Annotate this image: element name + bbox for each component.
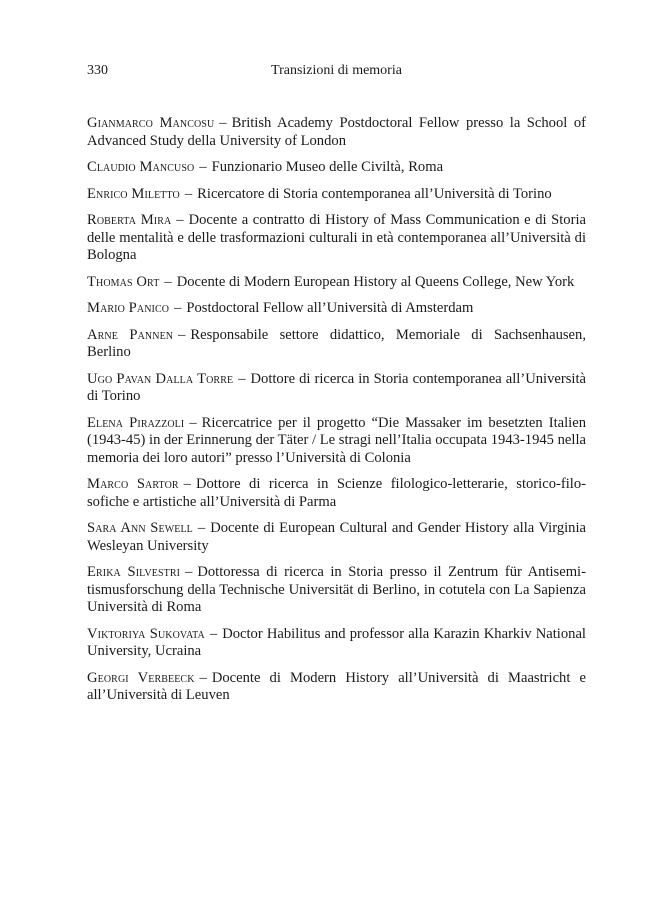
contributor-name: Ugo Pavan Dalla Torre — [87, 370, 234, 387]
contributor-role: Dottoressa di ricerca in Storia presso il Zentrum für Antisemitismusforschung della Technische Universität di Berlino, in cotutela con La Sapienza Università di Roma — [87, 564, 586, 615]
contributor-name: Enrico Miletto — [87, 185, 180, 202]
contributor-name: Mario Panico — [87, 300, 170, 316]
contributor-name: Georgi Verbeeck — [87, 669, 195, 686]
page — [87, 60, 586, 714]
contributor-role: Docente di Modern History all’Università di Maastricht e all’Università di Leuven — [87, 669, 586, 703]
contributor-entry: Elena Pirazzoli – Ricercatrice per il progetto “Die Massaker im besetzten Italien (1943-45) in der Erinnerung der Täter / Le stragi nell’Italia occupata 1943-1945 nella memoria dei loro autori” presso l’Università di Colonia — [87, 414, 586, 466]
contributor-role: Dottore di ricerca in Scienze filologico-letterarie, storico-filosofiche e artistiche all’Università di Parma — [87, 476, 586, 510]
contributor-entry: Gianmarco Mancosu – British Academy Postdoctoral Fellow presso la School of Advanced Study della University of London — [87, 115, 586, 149]
contributor-role: Docente di Modern European History al Queens College, New York — [176, 273, 575, 290]
contributor-entry: Marco Sartor – Dottore di ricerca in Scienze filologico-letterarie, storico-filosofiche e artistiche all’Università di Parma — [87, 476, 586, 510]
contributor-name: Erika Silvestri — [87, 564, 181, 580]
contributor-entry: Ugo Pavan Dalla Torre – Dottore di ricerca in Storia contemporanea all’Università di Torino — [87, 370, 586, 404]
contributor-name: Gianmarco Mancosu — [87, 115, 215, 131]
contributor-entry: Thomas Ort – Docente di Modern European History al Queens College, New York — [87, 273, 575, 290]
contributor-role: Postdoctoral Fellow all’Università di Amsterdam — [186, 300, 474, 316]
contributor-role: Doctor Habilitus and professor alla Karazin Kharkiv National University, Ucraina — [87, 625, 586, 659]
contributor-role: Ricercatrice per il progetto “Die Massaker im besetzten Italien (1943-45) in der Erinnerung der Täter / Le stragi nell’Italia occupata 1943-1945 nella memoria dei loro autori” presso l’Università di Colonia — [87, 414, 586, 466]
contributor-role: Docente di European Cultural and Gender History alla Virginia Wesleyan University — [87, 520, 587, 554]
contributor-entry: Arne Pannen – Responsabile settore didattico, Memoriale di Sachsenhausen, Berlino — [87, 326, 586, 360]
running-title: Transizioni di memoria — [271, 63, 402, 78]
contributor-role: Ricercatore di Storia contemporanea all’Università di Torino — [197, 185, 552, 202]
page-number: 330 — [87, 63, 108, 78]
contributor-entry: Georgi Verbeeck – Docente di Modern History all’Università di Maastricht e all’Università di Leuven — [87, 669, 586, 703]
contributor-role: Responsabile settore didattico, Memoriale di Sachsenhausen, Berlino — [87, 326, 586, 360]
contributor-name: Arne Pannen — [87, 326, 174, 343]
contributors-list — [87, 115, 586, 705]
contributor-entry: Mario Panico – Postdoctoral Fellow all’Università di Amsterdam — [87, 300, 474, 316]
contributor-entry: Roberta Mira – Docente a contratto di History of Mass Communication e di Storia delle mentalità e delle trasformazioni culturali in età contemporanea all’Università di Bologna — [87, 212, 586, 263]
contributor-role: Funzionario Museo delle Civiltà, Roma — [211, 159, 444, 175]
contributor-name: Elena Pirazzoli — [87, 414, 185, 431]
contributor-name: Marco Sartor — [87, 476, 179, 492]
contributor-entry: Viktoriya Sukovata – Doctor Habilitus and professor alla Karazin Kharkiv National University, Ucraina — [87, 625, 586, 659]
contributor-name: Viktoriya Sukovata — [87, 625, 205, 642]
contributor-role: Dottore di ricerca in Storia contemporanea all’Università di Torino — [87, 370, 586, 404]
contributor-role: Docente a contratto di History of Mass Communication e di Storia delle mentalità e delle trasformazioni culturali in età contemporanea all’Università di Bologna — [87, 212, 586, 263]
contributor-name: Thomas Ort — [87, 273, 160, 290]
running-head — [87, 60, 586, 82]
contributor-name: Claudio Mancuso — [87, 159, 195, 175]
contributor-entry: Claudio Mancuso – Funzionario Museo delle Civiltà, Roma — [87, 159, 444, 175]
contributor-entry: Enrico Miletto – Ricercatore di Storia contemporanea all’Università di Torino — [87, 185, 552, 202]
contributor-role: British Academy Postdoctoral Fellow presso la School of Advanced Study della University of London — [87, 115, 586, 149]
contributor-name: Roberta Mira — [87, 212, 172, 228]
contributor-entry: Erika Silvestri – Dottoressa di ricerca in Storia presso il Zentrum für Antisemitismusforschung della Technische Universität di Berlino, in cotutela con La Sapienza Università di Roma — [87, 564, 586, 615]
contributor-name: Sara Ann Sewell — [87, 520, 193, 536]
contributor-entry: Sara Ann Sewell – Docente di European Cultural and Gender History alla Virginia Wesleyan University — [87, 520, 587, 554]
